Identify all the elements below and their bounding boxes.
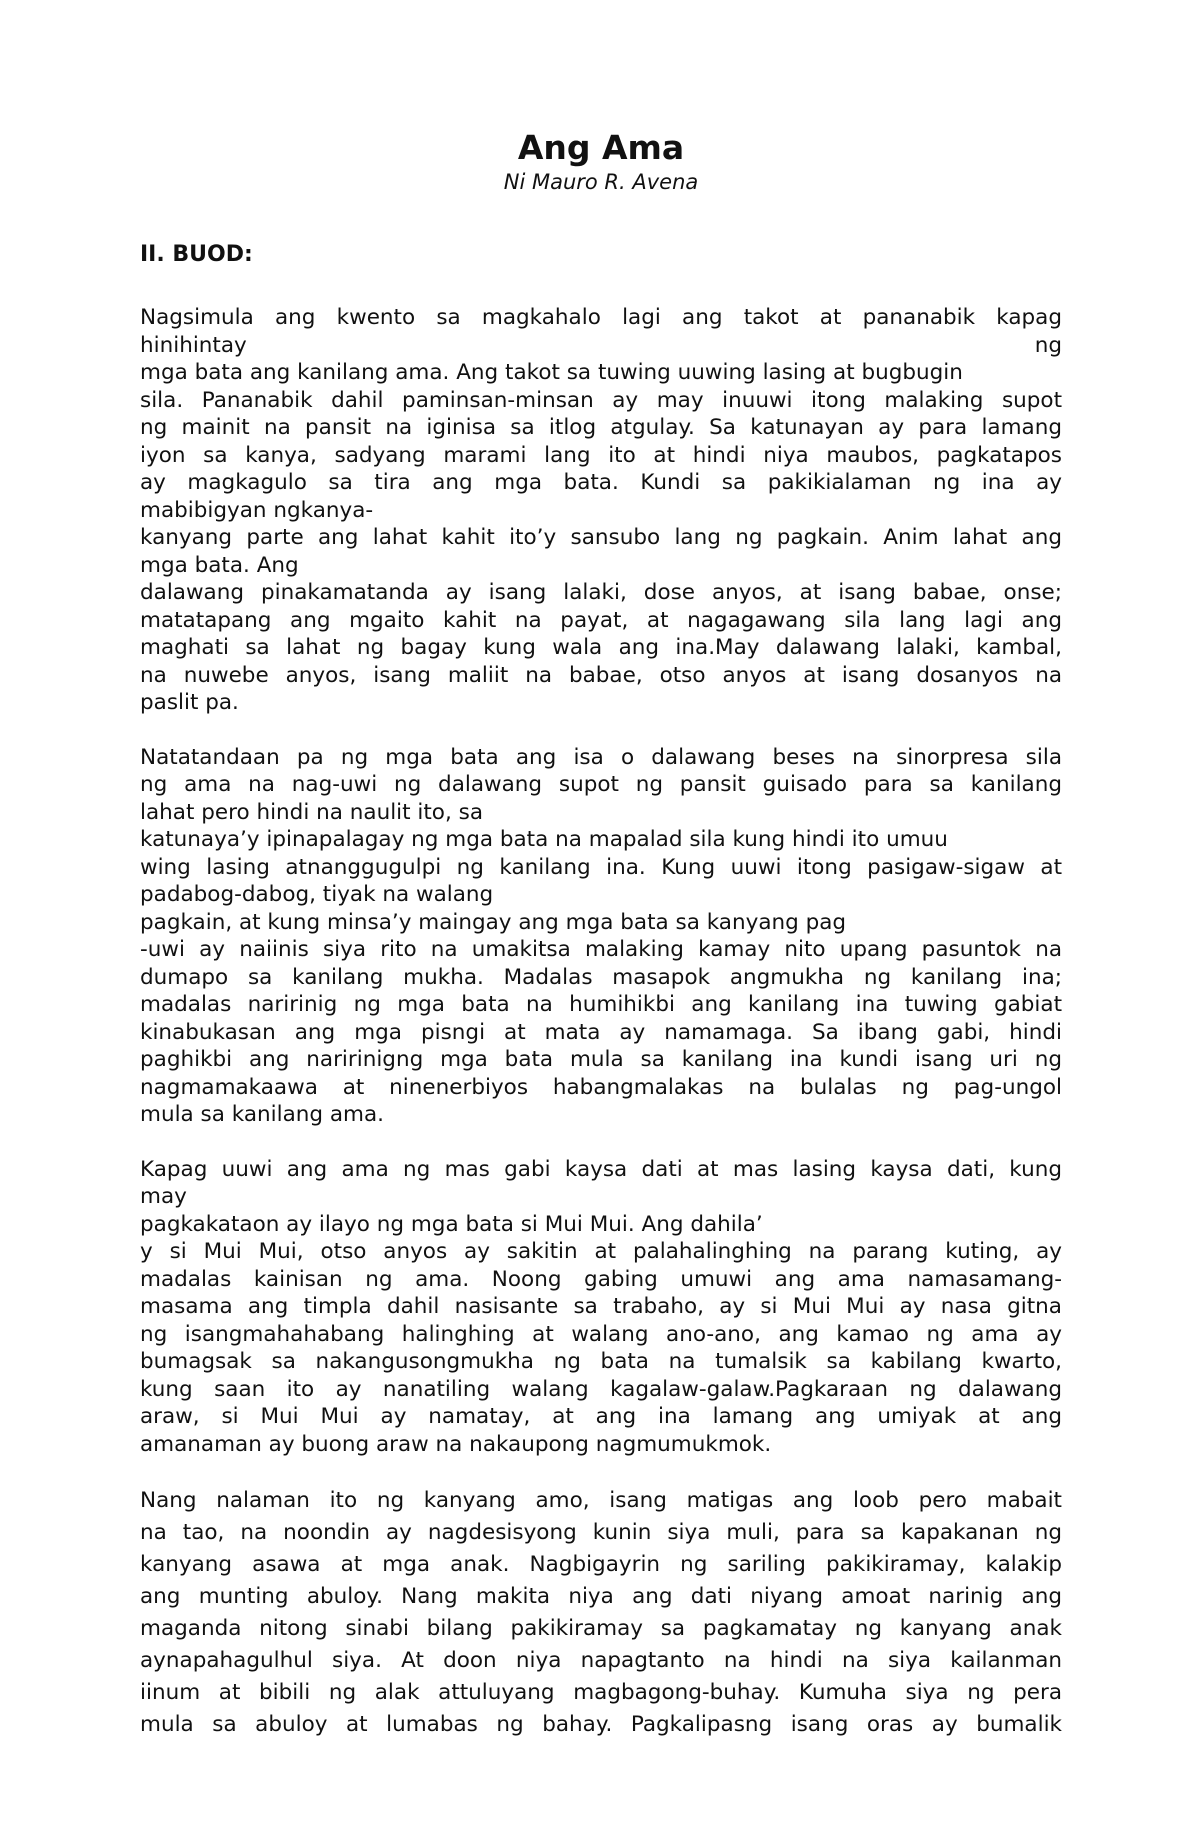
text-line: ng mainit na pansit na iginisa sa itlog atgulay. Sa katunayan ay para lamang — [140, 415, 1062, 440]
section-heading: II. BUOD: — [140, 242, 253, 267]
text-line: kinabukasan ang mga pisngi at mata ay namamaga. Sa ibang gabi, hindi — [140, 1019, 1062, 1045]
text-line: katunaya’y ipinapalagay ng mga bata na mapalad sila kung hindi ito umuu — [140, 827, 948, 852]
text-line: hinihintay ng — [140, 332, 1062, 358]
text-line: Kapag uuwi ang ama ng mas gabi kaysa dati at mas lasing kaysa dati, kung — [140, 1156, 1062, 1182]
text-line: madalas naririnig ng mga bata na humihikbi ang kanilang ina tuwing gabiat — [140, 992, 1062, 1017]
document-author: Ni Mauro R. Avena — [503, 170, 699, 194]
text-line: mga bata. Ang — [140, 552, 299, 578]
text-line: paghikbi ang naririnigng mga bata mula sa kanilang ina kundi isang uri ng — [140, 1047, 1062, 1072]
text-line: mga bata ang kanilang ama. Ang takot sa tuwing uuwing lasing at bugbugin — [140, 360, 963, 385]
text-line: araw, si Mui Mui ay namatay, at ang ina lamang ang umiyak at ang — [140, 1404, 1062, 1429]
text-line: madalas kainisan ng ama. Noong gabing umuwi ang ama namasamang- — [140, 1266, 1062, 1292]
text-line: aynapahagulhul siya. At doon niya napagtanto na hindi na siya kailanman — [140, 1648, 1062, 1673]
text-line: maghati sa lahat ng bagay kung wala ang ina.May dalawang lalaki, kambal, — [140, 635, 1062, 660]
text-line: masama ang timpla dahil nasisante sa trabaho, ay si Mui Mui ay nasa gitna — [140, 1294, 1062, 1319]
text-line: ng ama na nag-uwi ng dalawang supot ng pansit guisado para sa kanilang — [140, 772, 1062, 797]
paragraph-gap — [140, 717, 1062, 744]
text-line: lahat pero hindi na naulit ito, sa — [140, 799, 484, 825]
text-line: ang munting abuloy. Nang makita niya ang dati niyang amoat narinig ang — [140, 1584, 1062, 1609]
text-line: padabog-dabog, tiyak na walang — [140, 882, 494, 907]
text-line: ng isangmahahabang halinghing at walang ano-ano, ang kamao ng ama ay — [140, 1321, 1062, 1347]
text-line: dumapo sa kanilang mukha. Madalas masapok angmukha ng kanilang ina; — [140, 964, 1062, 990]
text-line: y si Mui Mui, otso anyos ay sakitin at palahalinghing na parang kuting, ay — [140, 1239, 1062, 1264]
paragraph-gap — [140, 1458, 1062, 1485]
document-page — [140, 120, 1062, 1741]
text-line: pagkakataon ay ilayo ng mga bata si Mui Mui. Ang dahila’ — [140, 1211, 763, 1237]
text-line: Nang nalaman ito ng kanyang amo, isang matigas ang loob pero mabait — [140, 1488, 1062, 1513]
text-line: matatapang ang mgaito kahit na payat, at nagagawang sila lang lagi ang — [140, 607, 1062, 633]
text-line: nagmamakaawa at ninenerbiyos habangmalakas na bulalas ng pag-ungol — [140, 1074, 1062, 1100]
text-line: ay magkagulo sa tira ang mga bata. Kundi sa pakikialaman ng ina ay — [140, 470, 1062, 495]
text-line: paslit pa. — [140, 690, 239, 715]
text-line: sila. Pananabik dahil paminsan-minsan ay may inuuwi itong malaking supot — [140, 387, 1062, 413]
text-line: bumagsak sa nakangusongmukha ng bata na tumalsik sa kabilang kwarto, — [140, 1349, 1062, 1374]
text-line: mula sa abuloy at lumabas ng bahay. Pagkalipasng isang oras ay bumalik — [140, 1712, 1062, 1737]
paragraph — [140, 304, 1062, 717]
text-line: kanyang asawa at mga anak. Nagbigayrin ng sariling pakikiramay, kalakip — [140, 1552, 1062, 1577]
text-line: mabibigyan ngkanya- — [140, 497, 374, 523]
text-line: maganda nitong sinabi bilang pakikiramay sa pagkamatay ng kanyang anak — [140, 1616, 1062, 1641]
text-line: mula sa kanilang ama. — [140, 1102, 384, 1127]
text-line: iinum at bibili ng alak attuluyang magbagong-buhay. Kumuha siya ng pera — [140, 1680, 1062, 1705]
text-line: may — [140, 1184, 187, 1209]
paragraph-gap — [140, 1129, 1062, 1156]
text-line: Natatandaan pa ng mga bata ang isa o dalawang beses na sinorpresa sila — [140, 744, 1062, 770]
text-line: na nuwebe anyos, isang maliit na babae, otso anyos at isang dosanyos na — [140, 662, 1062, 688]
paragraph — [140, 1485, 1062, 1741]
document-title: Ang Ama — [517, 128, 685, 167]
text-line: dalawang pinakamatanda ay isang lalaki, dose anyos, at isang babae, onse; — [140, 580, 1062, 605]
paragraph — [140, 744, 1062, 1129]
text-line: pagkain, at kung minsa’y maingay ang mga bata sa kanyang pag — [140, 909, 847, 935]
text-line: Nagsimula ang kwento sa magkahalo lagi ang takot at pananabik kapag — [140, 305, 1062, 330]
text-line: -uwi ay naiinis siya rito na umakitsa malaking kamay nito upang pasuntok na — [140, 937, 1062, 962]
paragraph — [140, 1156, 1062, 1459]
document-body — [140, 304, 1062, 1741]
text-line: kanyang parte ang lahat kahit ito’y sansubo lang ng pagkain. Anim lahat ang — [140, 525, 1062, 550]
text-line: iyon sa kanya, sadyang marami lang ito at hindi niya maubos, pagkatapos — [140, 442, 1062, 468]
text-line: wing lasing atnanggugulpi ng kanilang ina. Kung uuwi itong pasigaw-sigaw at — [140, 854, 1062, 880]
text-line: na tao, na noondin ay nagdesisyong kunin siya muli, para sa kapakanan ng — [140, 1520, 1062, 1545]
text-line: amanaman ay buong araw na nakaupong nagmumukmok. — [140, 1431, 772, 1457]
text-line: kung saan ito ay nanatiling walang kagalaw-galaw.Pagkaraan ng dalawang — [140, 1376, 1062, 1402]
